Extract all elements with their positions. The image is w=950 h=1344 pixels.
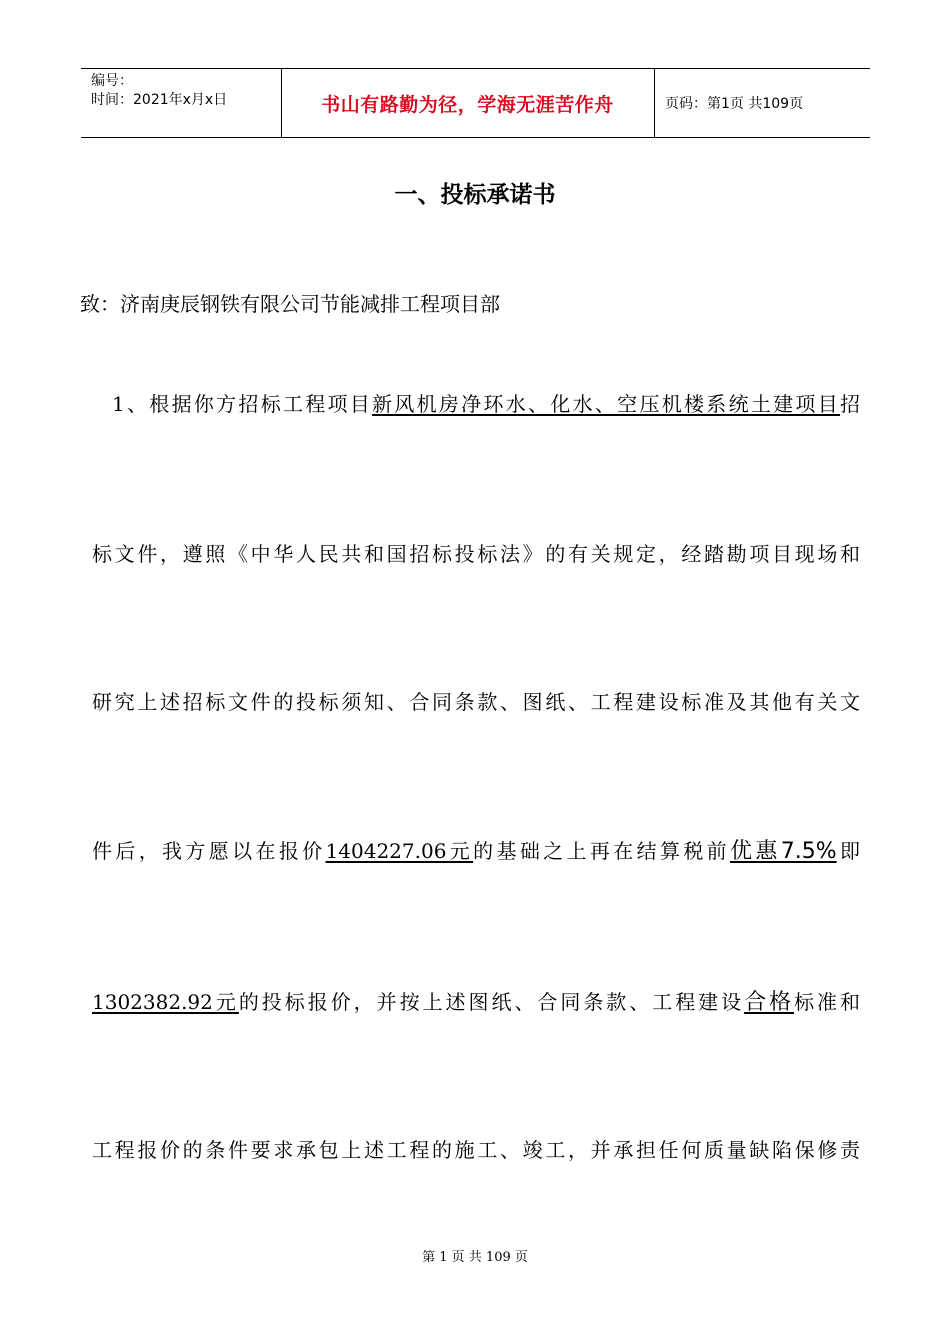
body-text: 招 xyxy=(840,392,860,416)
header-motto: 书山有路勤为径，学海无涯苦作舟 xyxy=(321,93,614,116)
body-text: 的基础之上再在结算税前 xyxy=(473,839,731,863)
body-text: 1、根据你方招标工程项目 xyxy=(112,392,373,416)
recipient-line: 致：济南庚辰钢铁有限公司节能减排工程项目部 xyxy=(80,292,500,316)
page-footer: 第 1 页 共 109 页 xyxy=(422,1250,528,1265)
paragraph-line xyxy=(112,388,860,417)
body-text: 的投标报价，并按上述图纸、合同条款、工程建设 xyxy=(238,990,745,1014)
body-text: 研究上述招标文件的投标须知、合同条款、图纸、工程建设标准及其他有关文 xyxy=(92,690,860,714)
body-text: 工程报价的条件要求承包上述工程的施工、竣工，并承担任何质量缺陷保修责 xyxy=(92,1138,860,1162)
document-title: 一、投标承诺书 xyxy=(394,182,556,208)
underlined-text: 1404227.06元 xyxy=(325,839,474,863)
underlined-text: 优惠7.5% xyxy=(730,839,837,864)
body-text: 标准和 xyxy=(794,990,860,1014)
paragraph-line xyxy=(92,1134,860,1163)
paragraph-line xyxy=(92,985,860,1016)
header-page-cell xyxy=(655,69,870,137)
body-text: 标文件，遵照《中华人民共和国招标投标法》的有关规定，经踏勘项目现场和 xyxy=(92,542,860,566)
body-text: 即 xyxy=(836,839,861,863)
paragraph-line xyxy=(92,834,860,865)
paragraph-line xyxy=(92,686,860,715)
header-page-info: 页码：第1页 共109页 xyxy=(665,96,804,112)
document-number-label: 编号： xyxy=(91,73,133,89)
underlined-text: 合格 xyxy=(744,990,795,1015)
underlined-text: 1302382.92元 xyxy=(92,990,239,1014)
header-meta xyxy=(81,69,282,137)
page-header xyxy=(81,68,870,138)
document-date: 时间：2021年x月x日 xyxy=(91,92,228,108)
underlined-text: 新风机房净环水、化水、空压机楼系统土建项目 xyxy=(372,392,840,416)
paragraph-line xyxy=(92,538,860,567)
header-motto-cell xyxy=(281,69,655,137)
body-text: 件后，我方愿以在报价 xyxy=(92,839,326,863)
